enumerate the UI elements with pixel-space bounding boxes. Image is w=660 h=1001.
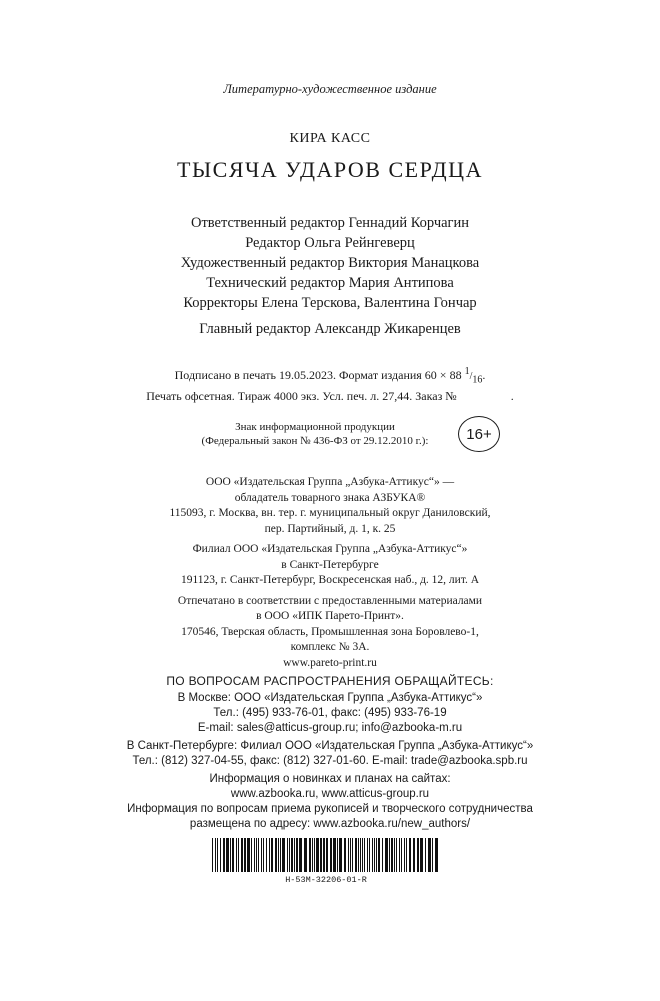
- barcode-bar: [428, 838, 431, 872]
- barcode-bar: [296, 838, 298, 872]
- barcode-bar: [215, 838, 216, 872]
- barcode-bar: [385, 838, 388, 872]
- barcode-bar: [391, 838, 393, 872]
- barcode-bar: [314, 838, 315, 872]
- credit-line: Художественный редактор Виктория Манацкова: [180, 255, 480, 271]
- age-rating-badge: 16+: [458, 416, 500, 452]
- barcode-bar: [254, 838, 255, 872]
- age-rating-block: [180, 416, 492, 456]
- barcode-bar: [344, 838, 346, 872]
- barcode-bar: [413, 838, 415, 872]
- barcode-bar: [266, 838, 267, 872]
- barcode-bar: [355, 838, 357, 872]
- barcode-bar: [350, 838, 351, 872]
- barcode-bar: [226, 838, 229, 872]
- branch-line: 191123, г. Санкт-Петербург, Воскресенская наб., д. 12, лит. А: [180, 574, 480, 586]
- publisher-line: пер. Партийный, д. 1, к. 25: [264, 522, 396, 535]
- barcode-bar: [258, 838, 259, 872]
- barcode-bar: [304, 838, 307, 872]
- barcode-bar: [236, 838, 237, 872]
- barcode-bar: [232, 838, 234, 872]
- printer-line: в ООО «ИПК Парето-Принт».: [256, 610, 404, 622]
- barcode-bar: [244, 838, 246, 872]
- barcode-bar: [289, 838, 290, 872]
- barcode-bar: [396, 838, 397, 872]
- barcode-bar: [435, 838, 438, 872]
- distribution-heading: ПО ВОПРОСАМ РАСПРОСТРАНЕНИЯ ОБРАЩАЙТЕСЬ:: [166, 674, 494, 688]
- barcode-bar: [333, 838, 336, 872]
- info-line: Информация о новинках и планах на сайтах:: [209, 773, 451, 785]
- barcode-bar: [256, 838, 257, 872]
- print-info-line-2: Печать офсетная. Тираж 4000 экз. Усл. печ. л. 27,44. Заказ № .: [146, 389, 514, 404]
- chief-editor: Главный редактор Александр Жикаренцев: [199, 321, 461, 337]
- barcode-bar: [217, 838, 218, 872]
- barcode-bar: [409, 838, 411, 872]
- print-info: [0, 363, 660, 405]
- genre-label: Литературно-художественное издание: [223, 82, 437, 96]
- age-rating-line-1: Знак информационной продукции: [235, 421, 395, 433]
- barcode-bar: [399, 838, 400, 872]
- barcode-bar: [287, 838, 288, 872]
- moscow-line: Тел.: (495) 933-76-01, факс: (495) 933-76-19: [213, 707, 447, 719]
- barcode-bar: [323, 838, 325, 872]
- barcode-bar: [316, 838, 319, 872]
- editorial-credits: [0, 213, 660, 339]
- publisher-line: обладатель товарного знака АЗБУКА®: [234, 491, 426, 504]
- barcode-bar: [367, 838, 368, 872]
- distribution-info: [0, 674, 660, 832]
- spb-line: Тел.: (812) 327-04-55, факс: (812) 327-01-60. E-mail: trade@azbooka.spb.ru: [132, 755, 528, 767]
- barcode-bar: [223, 838, 225, 872]
- age-rating-line-2: (Федеральный закон № 436-ФЗ от 29.12.2010 г.):: [201, 435, 429, 447]
- barcode-bar: [420, 838, 423, 872]
- barcode-bar: [352, 838, 353, 872]
- credit-line: Редактор Ольга Рейнгеверц: [245, 235, 415, 251]
- barcode-bar: [374, 838, 375, 872]
- barcode-bar: [278, 838, 279, 872]
- barcode-bar: [247, 838, 250, 872]
- barcode-bar: [358, 838, 359, 872]
- barcode-bar: [339, 838, 342, 872]
- barcode-bar: [401, 838, 402, 872]
- barcode-bar: [326, 838, 328, 872]
- barcode-bar: [337, 838, 338, 872]
- barcode-bar: [378, 838, 380, 872]
- info-line: размещена по адресу: www.azbooka.ru/new_authors/: [189, 818, 471, 830]
- author-name: КИРА КАСС: [289, 131, 371, 146]
- credit-line: Ответственный редактор Геннадий Корчагин: [190, 215, 470, 231]
- barcode-bar: [230, 838, 231, 872]
- barcode-bar: [376, 838, 377, 872]
- barcode-bar: [299, 838, 302, 872]
- barcode-bar: [406, 838, 407, 872]
- barcode-bar: [417, 838, 419, 872]
- barcode-bar: [291, 838, 293, 872]
- barcode-bar: [362, 838, 363, 872]
- info-line: www.azbooka.ru, www.atticus-group.ru: [230, 788, 430, 800]
- barcode-bar: [212, 838, 213, 872]
- format-fraction-num: 1: [464, 366, 470, 377]
- barcode-bar: [320, 838, 322, 872]
- credit-line: Технический редактор Мария Антипова: [206, 275, 454, 291]
- publisher-line: ООО «Издательская Группа „Азбука-Аттикус“» —: [205, 476, 455, 488]
- info-line: Информация по вопросам приема рукописей и творческого сотрудничества: [127, 803, 533, 815]
- barcode-bar: [425, 838, 426, 872]
- printer-line: 170546, Тверская область, Промышленная зона Боровлево-1,: [181, 625, 479, 638]
- barcode-bar: [404, 838, 405, 872]
- barcode-bar: [360, 838, 361, 872]
- credit-line: Корректоры Елена Терскова, Валентина Гончар: [183, 295, 477, 311]
- printer-line: Отпечатано в соответствии с предоставленными материалами: [177, 594, 483, 607]
- branch-line: в Санкт-Петербурге: [281, 558, 379, 571]
- barcode-bar: [309, 838, 311, 872]
- publisher-line: 115093, г. Москва, вн. тер. г. муниципальный округ Даниловский,: [169, 507, 491, 519]
- barcode-bar: [241, 838, 243, 872]
- barcode-bar: [294, 838, 295, 872]
- print-info-line-1: Подписано в печать 19.05.2023. Формат издания 60 × 88 $^1/_{16}$.: [174, 366, 486, 386]
- barcode-bar: [269, 838, 270, 872]
- publisher-info: [0, 475, 660, 671]
- printer-line: комплекс № 3А.: [290, 641, 370, 653]
- barcode-bar: [364, 838, 365, 872]
- barcode-bar: [330, 838, 332, 872]
- barcode-bar: [271, 838, 273, 872]
- barcode-bar: [394, 838, 395, 872]
- printer-website: www.pareto-print.ru: [283, 656, 377, 669]
- moscow-line: В Москве: ООО «Издательская Группа „Азбука-Аттикус“»: [177, 692, 483, 704]
- barcode-label: Н-53М-32206-01-R: [285, 875, 367, 885]
- barcode-bar: [389, 838, 390, 872]
- barcode-bar: [238, 838, 239, 872]
- book-title: ТЫСЯЧА УДАРОВ СЕРДЦА: [177, 157, 483, 182]
- barcode-bar: [382, 838, 383, 872]
- barcode-bar: [372, 838, 373, 872]
- barcode-bar: [261, 838, 262, 872]
- barcode-bar: [312, 838, 313, 872]
- branch-line: Филиал ООО «Издательская Группа „Азбука-Аттикус“»: [192, 543, 468, 555]
- age-rating-text: [180, 420, 450, 448]
- moscow-line: E-mail: sales@atticus-group.ru; info@azbooka-m.ru: [197, 722, 463, 734]
- barcode-bar: [275, 838, 277, 872]
- barcode-bar: [220, 838, 221, 872]
- barcode-bar: [280, 838, 281, 872]
- barcode-bar: [263, 838, 264, 872]
- barcode-bar: [432, 838, 433, 872]
- barcode: [210, 838, 442, 872]
- spb-line: В Санкт-Петербурге: Филиал ООО «Издательская Группа „Азбука-Аттикус“»: [126, 740, 534, 752]
- barcode-bar: [251, 838, 252, 872]
- barcode-bar: [282, 838, 285, 872]
- barcode-bar: [348, 838, 349, 872]
- barcode-bar: [369, 838, 370, 872]
- format-fraction-den: 16: [472, 374, 483, 386]
